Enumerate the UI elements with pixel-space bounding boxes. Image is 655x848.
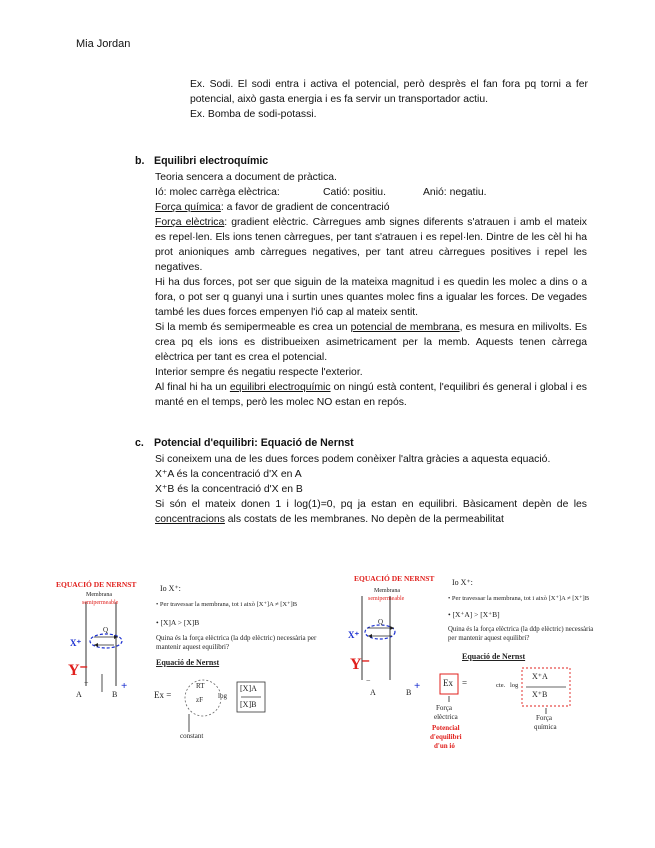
- figure-left-question: Quina és la força elèctrica (la ddp elèctric) necessària per mantenir aquest equilibri?: [156, 634, 317, 651]
- nernst-figure-left: [56, 574, 346, 754]
- figure-right-minus: −: [366, 676, 371, 685]
- sodium-example: Ex. Sodi. El sodi entra i activa el potencial, però desprès el fan fora pq torni a fer potencial, això gasta energia i es fa servir un transportador actiu.: [190, 79, 588, 105]
- chemical-force: [155, 200, 587, 215]
- figure-right-eq-equals: =: [462, 678, 468, 688]
- figure-right-eq-lhs: Ex: [443, 678, 453, 688]
- figure-right-potential-3: d'un ió: [434, 742, 455, 750]
- figure-left-b-label: B: [112, 690, 118, 699]
- figure-right-q-label: Q: [378, 618, 384, 626]
- section-c-title: Potencial d'equilibri: Equació de Nernst: [154, 437, 354, 449]
- chemical-force-text: : a favor de gradient de concentració: [220, 202, 390, 213]
- figure-left-minus: −: [84, 678, 89, 687]
- intro-examples: [190, 77, 588, 122]
- figure-right-force-chem-2: química: [534, 723, 557, 731]
- membrane-potential-term: potencial de membrana: [350, 322, 460, 333]
- figure-left-membrane-1: Membrana: [86, 592, 112, 598]
- figure-right-x-plus: X⁺: [348, 630, 360, 640]
- section-c-letter: c.: [135, 437, 144, 449]
- figure-right-bullet-1: • Per travessar la membrana, tot i això [X⁺]A ≠ [X⁺]B: [448, 595, 590, 602]
- figure-left-eq-log: log: [218, 692, 227, 700]
- xa-definition: X⁺A és la concentració d'X en A: [155, 469, 302, 480]
- figure-left-membrane-2: semipermeable: [82, 600, 119, 606]
- electrochemical-equilibrium-term: equilibri electroquímic: [229, 382, 331, 393]
- figure-left-eq-rt: RT: [196, 682, 205, 690]
- figure-left-plus: +: [121, 680, 128, 692]
- figure-left-y-minus: Y⁻: [68, 662, 88, 679]
- figure-left-constant: constant: [180, 732, 204, 740]
- section-c-body: [155, 452, 587, 527]
- final-text-a: Al final hi ha un: [155, 382, 230, 393]
- author-name: Mia Jordan: [76, 38, 131, 50]
- two-forces-paragraph: Hi ha dus forces, pot ser que siguin de la mateixa magnitud i es quedin les molec a dins o a fora, o pot ser q guanyi una i surtin unes quantes molec fins a igualar les forces. De vegades també les dues forces empenyen l'ió cap al mateix sentit.: [155, 277, 587, 318]
- figure-right-membrane-2: semipermeable: [368, 596, 405, 602]
- figure-right-membrane-1: Membrana: [374, 588, 400, 594]
- figure-left-eq-den: [X]B: [240, 700, 257, 709]
- figure-right-plus: +: [414, 680, 421, 692]
- chemical-force-term: Força química: [155, 202, 221, 213]
- membrane-text-a: Si la memb és semipermeable es crea un: [155, 322, 351, 333]
- figure-left-heading: Io X⁺:: [160, 584, 181, 593]
- figure-right-force-chem-1: Força: [536, 714, 552, 722]
- figure-left-a-label: A: [76, 690, 82, 699]
- log-text-a: Si són el mateix donen 1 i log(1)=0, pq ja estan en equilibri. Bàsicament depèn de les: [155, 499, 587, 510]
- figure-right-eq-title: Equació de Nernst: [462, 652, 526, 661]
- membrane-text-b: , es mesura en milivolts. Es crea pq els ions es distribueixen asimetricament per la memb. Aquests tenen càrrega elèctrica per tant es crea el potencial.: [155, 322, 588, 363]
- figure-left-x-plus: X⁺: [70, 638, 82, 648]
- figure-left-eq-num: [X]A: [240, 684, 257, 693]
- electrical-force-term: Força elèctrica: [155, 217, 225, 228]
- cation-label: Catió: positiu.: [323, 187, 386, 198]
- figure-right-potential-2: d'equilibri: [430, 733, 462, 741]
- electrical-force: [155, 215, 587, 275]
- ion-label: Ió: molec carrèga elèctrica:: [155, 187, 280, 198]
- figure-right-eq-num: X⁺A: [532, 672, 548, 681]
- nernst-figure-right: [348, 570, 598, 770]
- figure-right-potential-1: Potencial: [432, 724, 460, 732]
- final-equilibrium-paragraph: [155, 380, 587, 410]
- pump-example: Ex. Bomba de sodi-potassi.: [190, 109, 317, 120]
- figure-left-eq-title: Equació de Nernst: [156, 658, 220, 667]
- interior-note: Interior sempre és negatiu respecte l'exterior.: [155, 367, 363, 378]
- ion-definitions: [155, 185, 587, 200]
- log-paragraph: [155, 497, 587, 527]
- section-c-heading: [135, 437, 354, 449]
- electrical-force-text: : gradient elèctric. Càrregues amb signes diferents s'atrauen i amb el mateix es repel·len. Els ions tenen càrregues, per tant s'atrauen i es repel·len. Dintre de les cèl hi ha prot anioniques amb càrregues negatives, per tant atreu càrregues positives i repel les negatives.: [155, 217, 587, 273]
- section-b-body: [155, 170, 587, 410]
- section-b-title: Equilibri electroquímic: [154, 155, 269, 167]
- nernst-intro: Si coneixem una de les dues forces podem conèixer l'altra gràcies a aquesta equació.: [155, 454, 551, 465]
- section-b-letter: b.: [135, 155, 145, 167]
- figure-right-eq-den: X⁺B: [532, 690, 548, 699]
- figure-right-bullet-2: • [X⁺A] > [X⁺B]: [448, 610, 500, 619]
- figure-left-q-label: Q: [103, 626, 109, 634]
- figure-right-y-minus: Y⁻: [350, 656, 370, 673]
- figure-right-eq-log: log: [510, 682, 519, 689]
- figure-right-b-label: B: [406, 688, 412, 697]
- figure-right-heading: Io X⁺:: [452, 578, 473, 587]
- figure-right-eq-cte: cte.: [496, 682, 506, 689]
- figure-right-question: Quina és la força elèctrica (la ddp elèctric) necessària per mantenir aquest equilibri?: [448, 626, 594, 642]
- figure-left-title: EQUACIÓ DE NERNST: [56, 580, 137, 589]
- figure-right-force-elec-2: elèctrica: [434, 713, 458, 721]
- membrane-potential-paragraph: [155, 320, 587, 365]
- figure-left-bullet-2: • [X]A > [X]B: [156, 618, 200, 627]
- figure-left-bullet-1: • Per travessar la membrana, tot i això [X⁺]A ≠ [X⁺]B: [156, 601, 298, 608]
- figure-right-force-elec-1: Força: [436, 704, 452, 712]
- figure-right-title: EQUACIÓ DE NERNST: [354, 574, 435, 583]
- theory-note: Teoria sencera a document de pràctica.: [155, 172, 337, 183]
- figure-right-a-label: A: [370, 688, 376, 697]
- xb-definition: X⁺B és la concentració d'X en B: [155, 484, 303, 495]
- concentrations-term: concentracions: [155, 514, 225, 525]
- log-text-b: als costats de les membranes. No depèn de la permeabilitat: [224, 514, 504, 525]
- final-text-b: on ningú està content, l'equilibri és general i global i es manté en el temps, però les molec NO estan en repós.: [155, 382, 587, 408]
- figure-left-eq-zf: zF: [196, 696, 203, 704]
- section-b-heading: [135, 155, 268, 167]
- figure-left-eq-lhs: Ex =: [154, 690, 172, 700]
- anion-label: Anió: negatiu.: [423, 187, 487, 198]
